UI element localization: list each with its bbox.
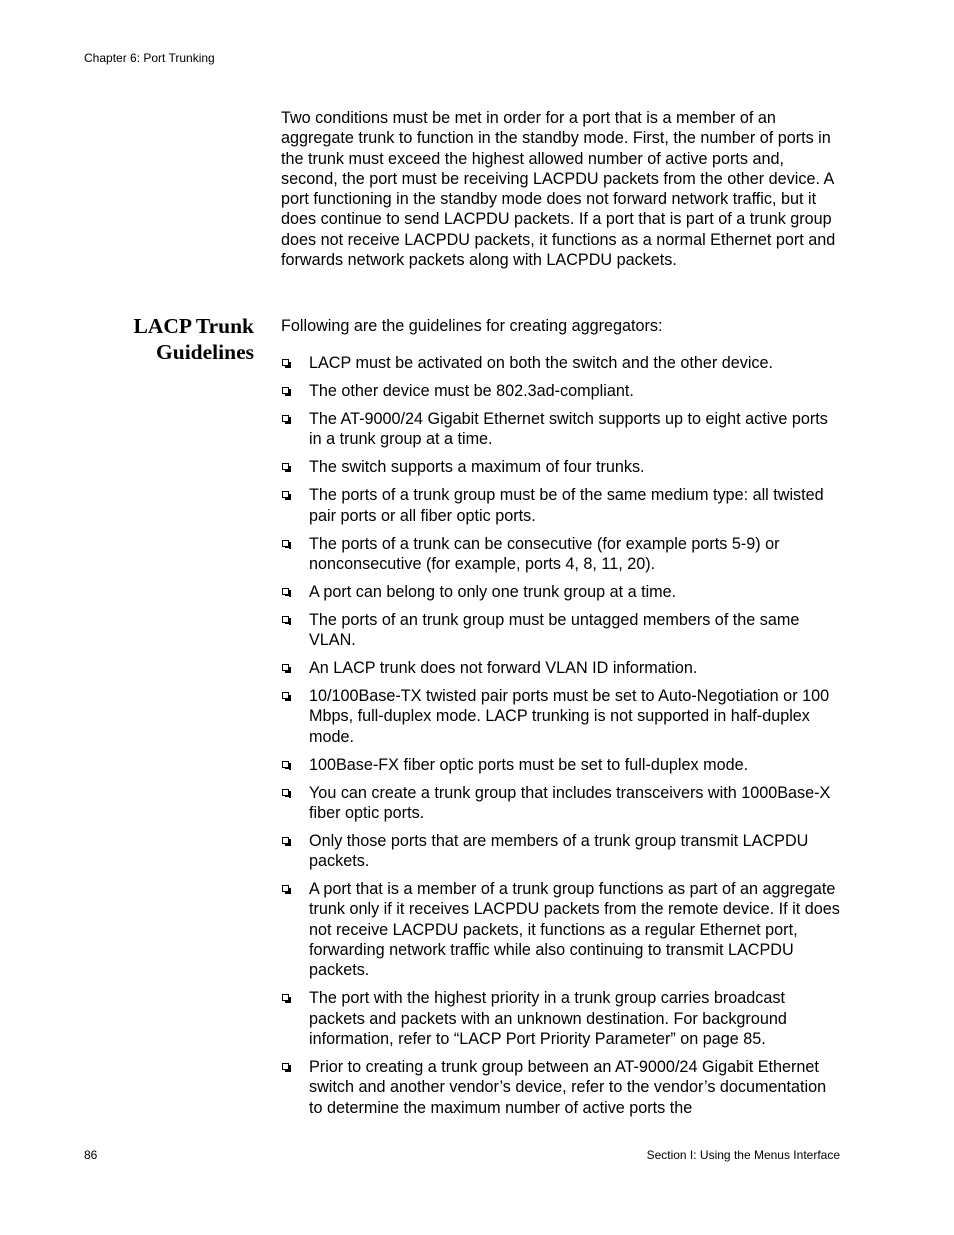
checkbox-bullet-icon [282, 387, 289, 394]
running-head: Chapter 6: Port Trunking [84, 51, 215, 65]
list-item [281, 755, 843, 775]
section-title [134, 313, 255, 365]
list-item [281, 409, 843, 450]
list-item-text: 10/100Base-TX twisted pair ports must be set to Auto-Negotiation or 100 Mbps, full-duplex mode. LACP trunking is not supported in half-duplex mode. [309, 687, 830, 746]
list-item [281, 485, 843, 526]
list-item-text: The ports of an trunk group must be untagged members of the same VLAN. [309, 610, 800, 650]
page-number: 86 [84, 1148, 98, 1162]
checkbox-bullet-icon [282, 664, 289, 671]
list-item-text: The ports of a trunk can be consecutive (for example ports 5-9) or nonconsecutive (for example, ports 4, 8, 11, 20). [309, 534, 780, 573]
checkbox-bullet-icon [282, 463, 289, 470]
list-item [281, 381, 843, 401]
checkbox-bullet-icon [282, 1063, 289, 1070]
list-item-text: Only those ports that are members of a trunk group transmit LACPDU packets. [309, 831, 809, 871]
checkbox-bullet-icon [282, 540, 289, 547]
footer-section-label: Section I: Using the Menus Interface [646, 1148, 840, 1162]
list-item [281, 353, 843, 373]
checkbox-bullet-icon [282, 692, 289, 699]
list-item-text: A port that is a member of a trunk group functions as part of an aggregate trunk only if it receives LACPDU packets from the remote device. If it does not receive LACPDU packets, it functions as a regular Ethernet port, forwarding network traffic while also continuing to transmit LACPDU packets. [309, 880, 840, 980]
list-item-text: 100Base-FX fiber optic ports must be set to full-duplex mode. [309, 755, 749, 774]
list-item-text: The switch supports a maximum of four trunks. [309, 458, 645, 477]
checkbox-bullet-icon [282, 491, 289, 498]
list-item-text: LACP must be activated on both the switch and the other device. [309, 354, 774, 372]
checkbox-bullet-icon [282, 994, 289, 1001]
checkbox-bullet-icon [282, 761, 289, 768]
list-item [281, 582, 843, 602]
list-item [281, 610, 843, 651]
section-title-line-2: Guidelines [156, 340, 254, 364]
list-item-text: Prior to creating a trunk group between an AT-9000/24 Gigabit Ethernet switch and another vendor’s device, refer to the vendor’s documentation to determine the maximum number of active ports the [309, 1057, 827, 1117]
checkbox-bullet-icon [282, 837, 289, 844]
list-item-text: The other device must be 802.3ad-compliant. [309, 381, 634, 400]
checkbox-bullet-icon [282, 885, 289, 892]
list-item [281, 831, 843, 872]
list-item-text: The port with the highest priority in a trunk group carries broadcast packets and packets with an unknown destination. For background information, refer to “LACP Port Priority Parameter” on page 85. [309, 989, 787, 1048]
list-item-text: An LACP trunk does not forward VLAN ID information. [309, 659, 698, 678]
checkbox-bullet-icon [282, 415, 289, 422]
list-item-text: A port can belong to only one trunk group at a time. [309, 582, 677, 601]
list-item [281, 783, 843, 824]
checkbox-bullet-icon [282, 359, 289, 366]
checkbox-bullet-icon [282, 588, 289, 595]
list-item [281, 457, 843, 477]
list-item-text: The AT-9000/24 Gigabit Ethernet switch supports up to eight active ports in a trunk group at a time. [309, 409, 828, 449]
list-item [281, 686, 843, 747]
list-item-text: The ports of a trunk group must be of the same medium type: all twisted pair ports or all fiber optic ports. [309, 486, 824, 525]
guidelines-list [281, 353, 843, 1126]
list-item [281, 879, 843, 980]
list-item-text: You can create a trunk group that includes transceivers with 1000Base-X fiber optic ports. [309, 783, 831, 822]
list-item [281, 988, 843, 1049]
section-lead: Following are the guidelines for creating aggregators: [281, 317, 663, 335]
list-item [281, 658, 843, 678]
checkbox-bullet-icon [282, 789, 289, 796]
section-title-line-1: LACP Trunk [133, 314, 254, 338]
intro-paragraph: Two conditions must be met in order for a port that is a member of an aggregate trunk to function in the standby mode. First, the number of ports in the trunk must exceed the highest allowed number of active ports and, second, the port must be receiving LACPDU packets from the other device. A port functioning in the standby mode does not forward network traffic, but it does continue to send LACPDU packets. If a port that is part of a trunk group does not receive LACPDU packets, it functions as a normal Ethernet port and forwards network packets along with LACPDU packets. [281, 109, 836, 270]
list-item [281, 534, 843, 575]
list-item [281, 1057, 843, 1118]
checkbox-bullet-icon [282, 616, 289, 623]
